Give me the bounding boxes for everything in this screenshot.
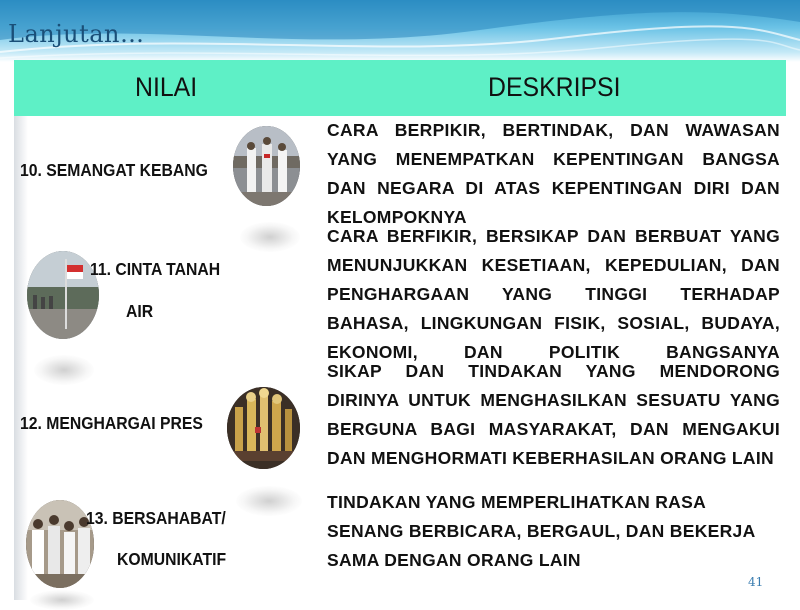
students-group-photo-icon bbox=[26, 500, 94, 588]
nilai-label-12: 12. MENGHARGAI PRES bbox=[20, 413, 203, 433]
flag-pole-photo-icon bbox=[27, 251, 99, 339]
nilai-label-11-line2: AIR bbox=[126, 301, 154, 321]
nilai-label-13-line2: KOMUNIKATIF bbox=[117, 549, 227, 569]
deskripsi-12: SIKAP DAN TINDAKAN YANG MENDORONG DIRINYA UNTUK MENGHASILKAN SESUATU YANG BERGUNA BAGI MASYARAKAT, DAN MENGAKUI DAN MENGHORMATI KEBERHASILAN ORANG LAIN bbox=[327, 361, 780, 468]
photo-shadow bbox=[34, 355, 94, 385]
table-header bbox=[14, 60, 786, 116]
nilai-label-13-line1: 13. BERSAHABAT/ bbox=[86, 508, 226, 528]
header-nilai: NILAI bbox=[135, 72, 198, 102]
photo-shadow bbox=[30, 590, 94, 610]
photo-shadow bbox=[240, 222, 300, 252]
flag-ceremony-photo-icon bbox=[233, 126, 300, 206]
deskripsi-10: CARA BERPIKIR, BERTINDAK, DAN WAWASAN YANG MENEMPATKAN KEPENTINGAN BANGSA DAN NEGARA DI ATAS KEPENTINGAN DIRI DAN KELOMPOKNYA bbox=[327, 120, 780, 227]
deskripsi-13: TINDAKAN YANG MEMPERLIHATKAN RASA SENANG BERBICARA, BERGAUL, DAN BEKERJA SAMA DENGAN ORANG LAIN bbox=[327, 492, 755, 570]
nilai-label-11-line1: 11. CINTA TANAH bbox=[90, 259, 221, 279]
trophies-photo-icon bbox=[227, 387, 300, 469]
nilai-label-10: 10. SEMANGAT KEBANG bbox=[20, 160, 208, 180]
page-number: 41 bbox=[748, 575, 764, 589]
photo-shadow bbox=[236, 486, 302, 516]
deskripsi-11: CARA BERFIKIR, BERSIKAP DAN BERBUAT YANG MENUNJUKKAN KESETIAAN, KEPEDULIAN, DAN PENGHARGAAN YANG TINGGI TERHADAP BAHASA, LINGKUNGAN FISIK, SOSIAL, BUDAYA, EKONOMI, DAN POLITIK BANGSANYA bbox=[327, 226, 780, 362]
header-deskripsi: DESKRIPSI bbox=[488, 72, 621, 102]
slide-title: Lanjutan… bbox=[8, 20, 145, 48]
left-column-shade bbox=[14, 116, 28, 600]
